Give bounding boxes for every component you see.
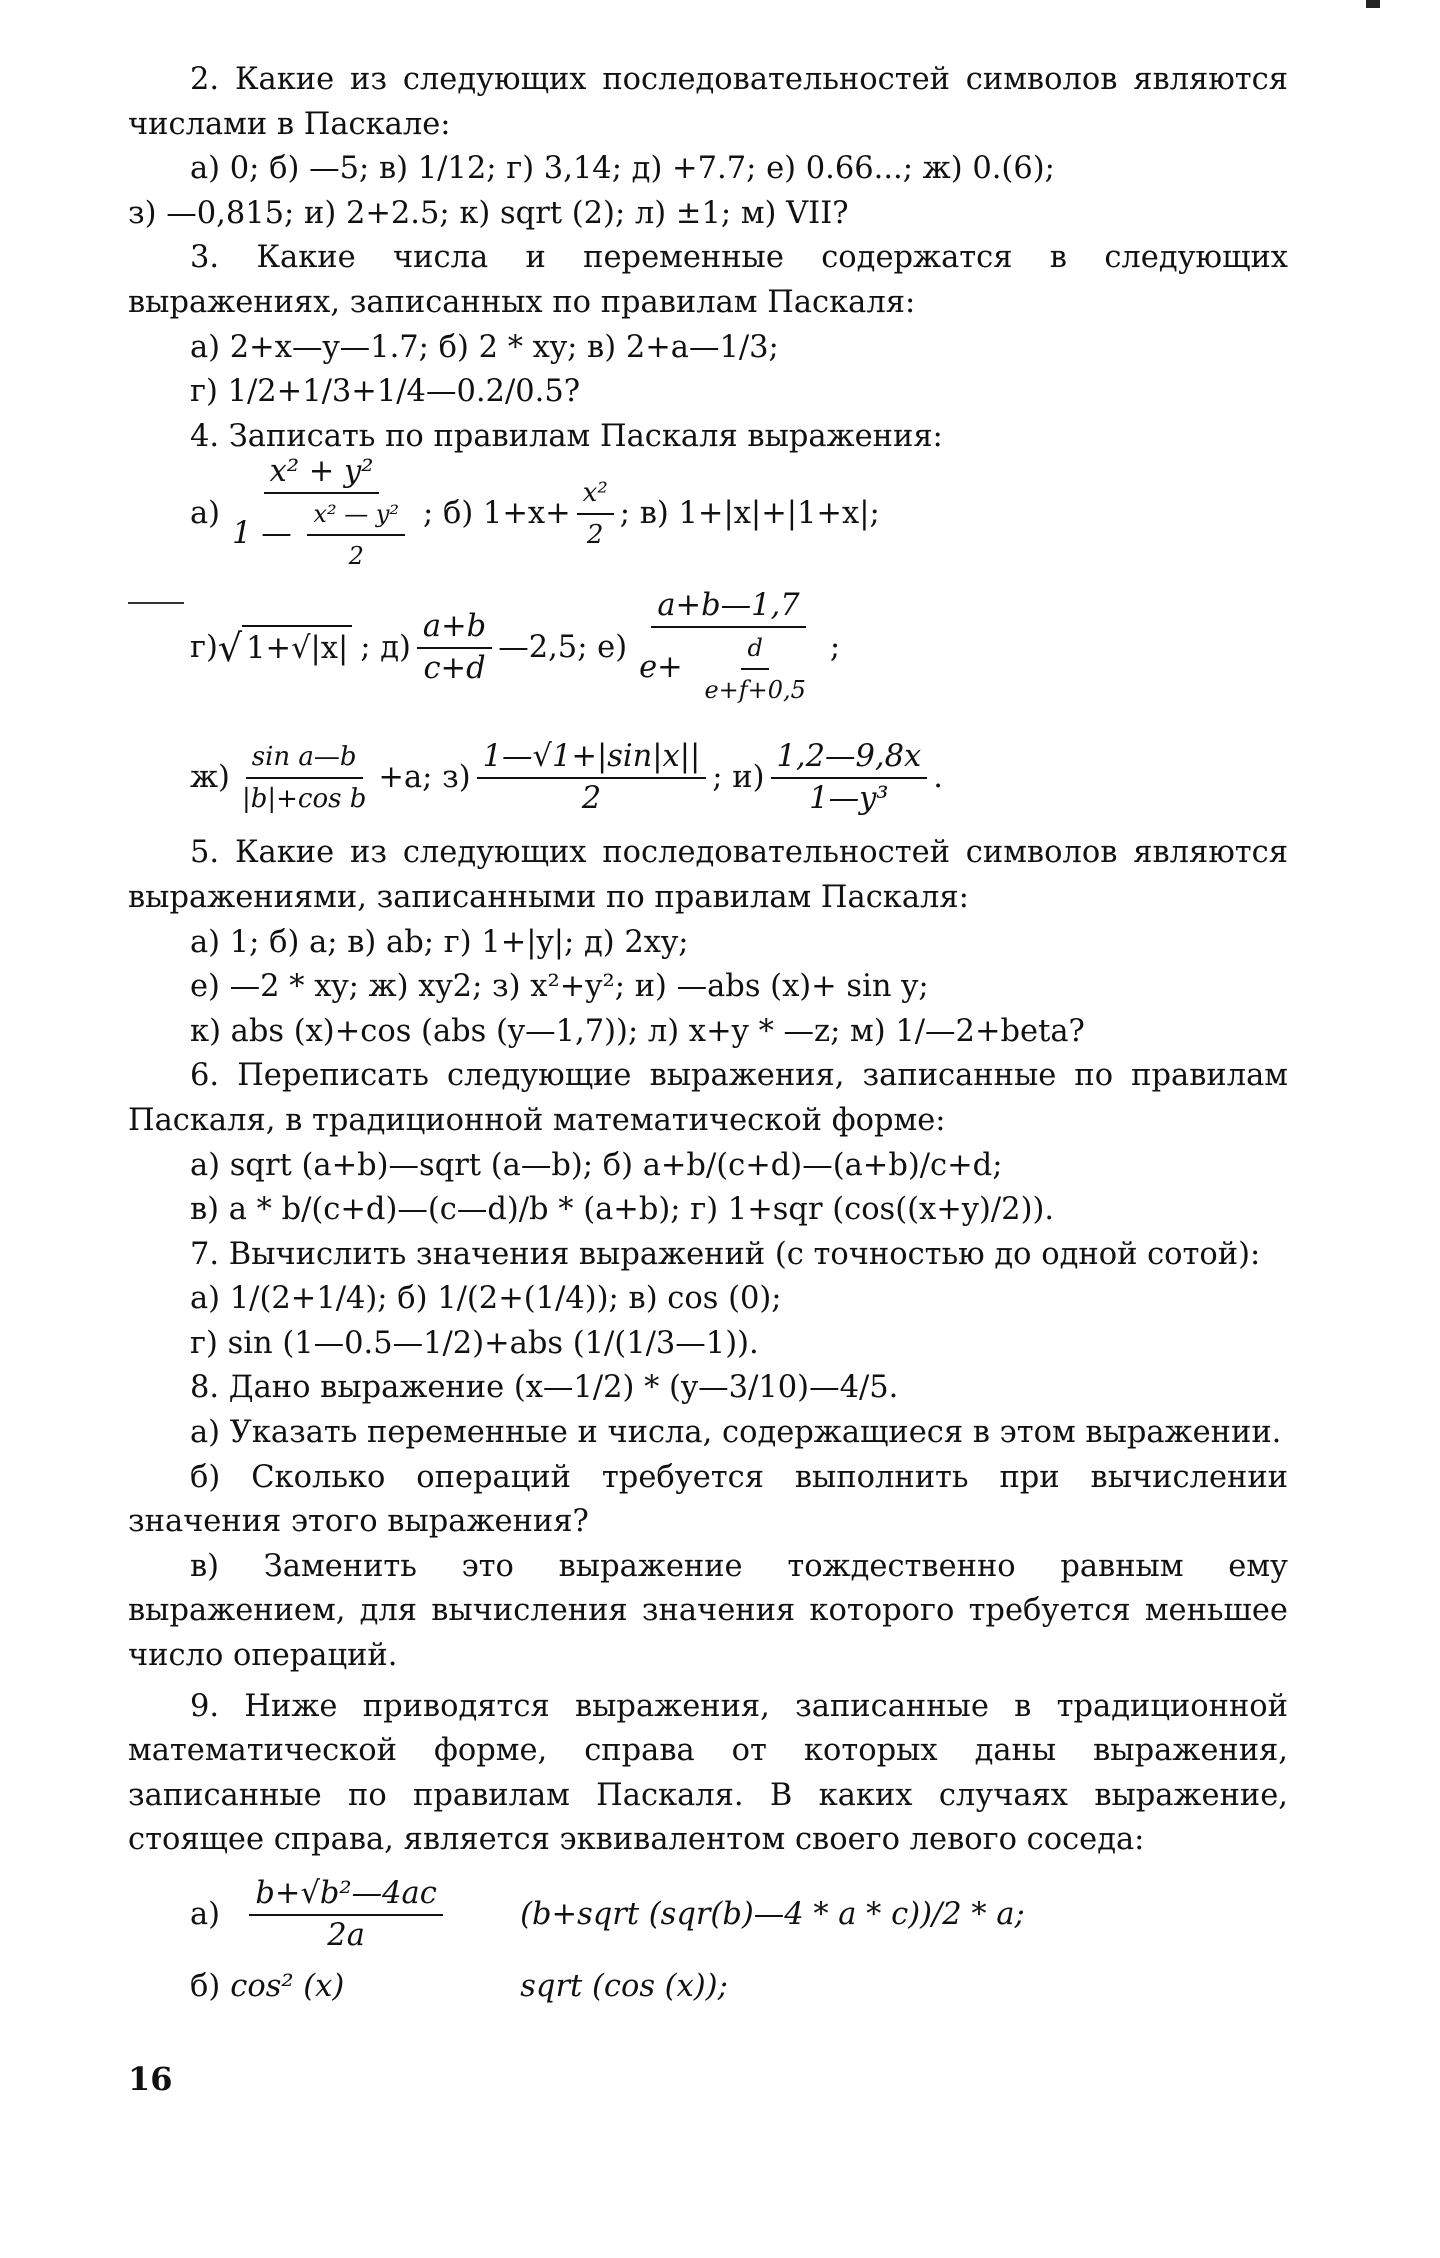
exercise-3-line-1: а) 2+x—y—1.7; б) 2 * xy; в) 2+a—1/3; [190,329,779,365]
ex4-zh-label: ж) [190,760,230,796]
exercise-4-intro: 4. Записать по правилам Паскаля выражения: [190,418,943,454]
exercise-3-intro: 3. Какие числа и переменные содержатся в следующих выражениях, записанных по правилам Паскаля: [128,240,1288,320]
sqrt-icon: √ [217,626,243,671]
exercise-2-intro: 2. Какие из следующих последовательностей символов являются числами в Паскале: [128,62,1288,142]
ex4-e-den [633,628,824,708]
exercise-2-items-1: а) 0; б) —5; в) 1/12; г) 3,14; д) +7.7; е) 0.66...; ж) 0.(6); [190,151,1055,187]
exercise-7-line-1: а) 1/(2+1/4); б) 1/(2+(1/4)); в) cos (0); [190,1281,782,1317]
exercise-4-row-2 [128,579,1288,717]
ex9-a-num: b+√b²—4ac [249,1876,442,1916]
ex4-a-inner-num: x² — y² [307,496,405,536]
ex4-zh-fraction [236,739,372,817]
exercise-3-line-2: г) 1/2+1/3+1/4—0.2/0.5? [190,374,581,410]
ex4-d-label: ; д) [360,630,411,666]
exercise-6-line-2: в) a * b/(c+d)—(c—d)/b * (a+b); г) 1+sqr (cos((x+y)/2)). [190,1192,1055,1228]
exercise-9-row-a [128,1867,1288,1963]
exercise-8-a: а) Указать переменные и числа, содержащиеся в этом выражении. [190,1415,1282,1451]
page-text [128,58,1288,2011]
ex4-v-text: ; в) 1+|x|+|1+x|; [619,496,880,532]
exercise-5-line-1: а) 1; б) a; в) ab; г) 1+|y|; д) 2xy; [190,924,689,960]
ex9-a-den: 2a [327,1918,365,1953]
ex4-a-inner-den: 2 [348,542,364,571]
page-number: 16 [128,2060,173,2098]
ex4-g-label: г) [190,630,218,666]
ex4-b-den: 2 [586,520,604,551]
ex4-e-inner-fraction [698,630,811,708]
ex4-b-label: ; б) 1+x+ [423,496,571,532]
ex4-g-radicand: 1+√|x| [242,625,352,672]
ex4-e-den-prefix: e+ [639,650,683,686]
ex4-i-label: ; и) [712,760,765,796]
ex4-d-num: a+b [417,609,492,649]
ex4-zh-num: sin a—b [246,739,363,779]
ex4-e-tail: ; [829,630,841,666]
exercise-8-v: в) Заменить это выражение тождественно равным ему выражением, для вычисления значения которого требуется меньшее число операций. [128,1548,1288,1674]
ex9-b-label: б) [190,1968,221,2004]
ex4-zh-tail: +a; з) [378,760,471,796]
exercise-5-line-3: к) abs (x)+cos (abs (y—1,7)); л) x+y * —z; м) 1/—2+beta? [190,1013,1085,1049]
exercise-9-intro: 9. Ниже приводятся выражения, записанные в традиционной математической форме, справа от которых даны выражения, записанные по правилам Паскаля. В каких случаях выражение, стоящее справа, является эквивалентом своего левого соседа: [128,1688,1288,1858]
ex9-a-label: а) [190,1896,221,1932]
ex9-a-fraction [226,1876,466,1954]
ex4-i-tail: . [933,760,943,796]
exercise-6-intro: 6. Переписать следующие выражения, записанные по правилам Паскаля, в традиционной математической форме: [128,1058,1288,1138]
ex4-z-num: 1—√1+|sin|x|| [477,739,707,779]
exercise-4-row-1 [128,454,1288,571]
ex4-a-den-prefix: 1 — [232,516,292,552]
exercise-4-row-3 [128,725,1288,831]
ex4-a-inner-fraction [307,496,405,574]
ex4-d-den: c+d [423,651,486,687]
exercise-8-intro: 8. Дано выражение (x—1/2) * (y—3/10)—4/5. [190,1370,899,1406]
exercise-8-b: б) Сколько операций требуется выполнить при вычислении значения этого выражения? [128,1459,1288,1540]
ex4-i-num: 1,2—9,8x [771,739,928,779]
ex4-d-fraction [417,609,492,687]
exercise-5-intro: 5. Какие из следующих последовательностей символов являются выражениями, записанными по правилам Паскаля: [128,835,1288,915]
exercise-7-line-2: г) sin (1—0.5—1/2)+abs (1/(1/3—1)). [190,1325,759,1361]
ex4-e-num: a+b—1,7 [651,588,805,628]
ex4-e-fraction [633,588,824,708]
exercise-7-intro: 7. Вычислить значения выражений (с точностью до одной сотой): [190,1236,1261,1272]
ex4-a-numerator: x² + y² [264,454,380,494]
ex4-b-fraction [577,475,614,553]
ex9-a-pascal: (b+sqrt (sqr(b)—4 * a * c))/2 * a; [520,1896,1025,1932]
ex4-e-inner-num: d [741,630,768,670]
ex4-zh-den: |b|+cos b [241,784,367,815]
ex4-d-tail: —2,5; е) [498,630,628,666]
ex4-i-fraction [771,739,928,817]
ex4-b-num: x² [577,475,614,515]
ex4-a-denominator [226,494,417,574]
exercise-2-items-2: з) —0,815; и) 2+2.5; к) sqrt (2); л) ±1; м) VII? [128,195,849,231]
ex9-b-math: cos² (x) [230,1968,345,2004]
exercise-9-row-b [128,1963,1288,2011]
ex4-z-fraction [477,739,707,817]
ex4-a-label: а) [190,496,221,532]
ex4-a-fraction [226,454,417,574]
exercise-6-line-1: а) sqrt (a+b)—sqrt (a—b); б) a+b/(c+d)—(a+b)/c+d; [190,1147,1003,1183]
corner-mark [1366,0,1380,8]
ex9-b-pascal: sqrt (cos (x)); [520,1968,728,2004]
exercise-5-line-2: е) —2 * xy; ж) xy2; з) x²+y²; и) —abs (x)+ sin y; [190,969,929,1005]
ex4-z-den: 2 [581,781,602,817]
ex4-e-inner-den: e+f+0,5 [704,676,806,705]
ex4-i-den: 1—y³ [809,781,889,817]
